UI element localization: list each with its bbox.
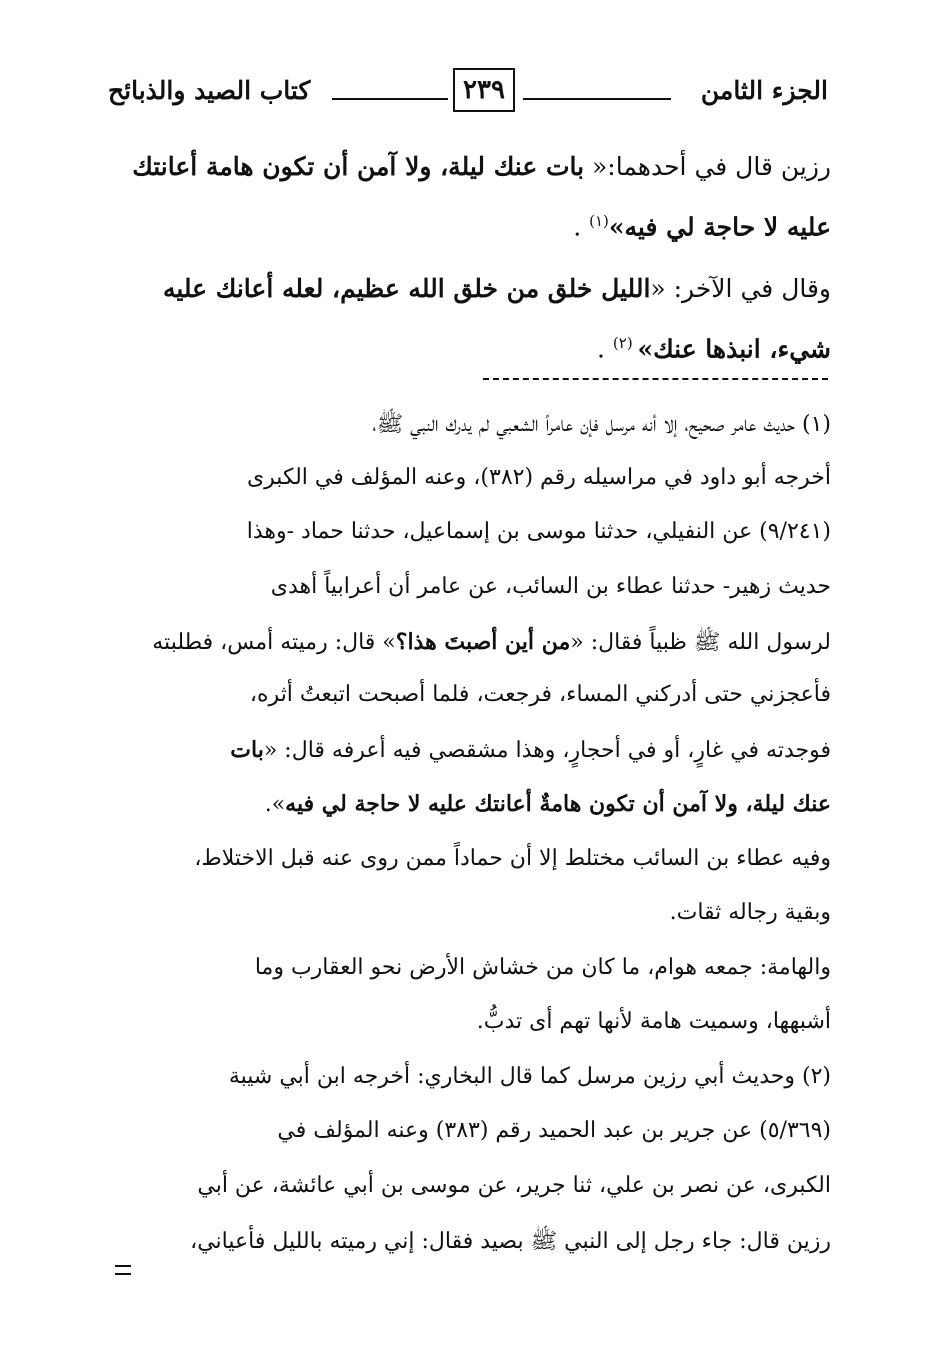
footnote-line	[250, 682, 831, 707]
footnote-quote: من أين أصبتَ هذا؟	[395, 629, 571, 655]
header-rule-left	[332, 98, 448, 100]
footnote-line	[247, 465, 831, 490]
continuation-mark	[115, 1265, 131, 1275]
footnote-line	[190, 1227, 831, 1259]
running-header	[108, 68, 828, 118]
footnote-line	[194, 846, 831, 871]
header-rule-right	[523, 98, 671, 100]
hadith-quote: عليه لا حاجة لي فيه»	[608, 212, 831, 242]
footnote-text: والهامة: جمعه هوام، ما كان من خشاش الأرض نحو العقارب وما	[254, 955, 831, 980]
footnote-line	[277, 1118, 831, 1143]
footnote-text: فأعجزني حتى أدركني المساء، فرجعت، فلما أصبحت اتبعتُ أثره،	[249, 682, 831, 707]
main-text-plain: .	[573, 212, 590, 242]
main-line	[163, 274, 831, 303]
footnote-text: (٢) وحديث أبي رزين مرسل كما قال البخاري: أخرجه ابن أبي شيبة	[228, 1064, 831, 1089]
main-line	[597, 334, 831, 363]
footnote-text: الكبرى، عن نصر بن علي، ثنا جرير، عن موسى بن أبي عائشة، عن أبي	[197, 1173, 831, 1198]
hadith-quote: شيء، انبذها عنك»	[637, 334, 831, 364]
main-line	[573, 212, 831, 241]
footnote-text: (٥/٣٦٩) عن جرير بن عبد الحميد رقم (٣٨٣) وعنه المؤلف في	[277, 1118, 831, 1143]
footnote-text: لرسول الله ﷺ ظبياً فقال: «	[570, 630, 831, 655]
main-text-plain: وقال في الآخر: «	[650, 274, 831, 303]
footnote-text: (٩/٢٤١) عن النفيلي، حدثنا موسى بن إسماعيل، حدثنا حماد -وهذا	[246, 519, 831, 544]
main-text-plain: رزين قال في أحدهما:«	[584, 152, 831, 181]
hadith-quote: الليل خلق من خلق الله عظيم، لعله أعانك عليه	[162, 274, 651, 303]
footnote-quote: عنك ليلة، ولا آمن أن تكون هامةٌ أعانتك عليه لا حاجة لي فيه	[285, 791, 831, 817]
footnote-text: وفيه عطاء بن السائب مختلط إلا أن حماداً ممن روى عنه قبل الاختلاط،	[194, 846, 831, 871]
footnote-text: (١) حديث عامر صحيح، إلا أنه مرسل فإن عامراً الشعبي لم يدرك النبي ﷺ،	[372, 412, 831, 437]
hadith-quote: بات عنك ليلة، ولا آمن أن تكون هامة أعانتك	[132, 152, 585, 181]
main-text-plain: .	[597, 334, 613, 364]
footnote-text: فوجدته في غارٍ، أو في أحجارٍ، وهذا مشقصي فيه أعرفه قال: «	[263, 738, 831, 763]
footnote-line	[247, 519, 831, 544]
footnote-line	[152, 628, 831, 660]
footnote-line	[271, 574, 831, 599]
footnote-text: وبقية رجاله ثقات.	[669, 900, 831, 925]
page-number: ٢٣٩	[453, 68, 515, 112]
footnote-line	[477, 1009, 831, 1034]
footnote-text: رزين قال: جاء رجل إلى النبي ﷺ بصيد فقال: إني رميته بالليل فأعياني،	[190, 1229, 831, 1254]
footnote-line	[372, 410, 831, 442]
footnote-text: أشبهها، وسميت هامة لأنها تهم أى تدبُّ.	[476, 1009, 831, 1034]
footnote-separator	[483, 378, 828, 380]
part-title: الجزء الثامن	[700, 76, 828, 105]
footnote-text: أخرجه أبو داود في مراسيله رقم (٣٨٢)، وعنه المؤلف في الكبرى	[246, 465, 831, 490]
footnote-text: » قال: رميته أمس، فطلبته	[152, 630, 396, 655]
footnote-line	[230, 737, 831, 763]
footnote-line	[265, 791, 831, 817]
footnote-quote: بات	[230, 737, 264, 763]
footnote-text: ».	[264, 792, 286, 817]
footnote-line	[255, 955, 831, 980]
footnote-ref: (٢)	[612, 334, 638, 352]
book-title: كتاب الصيد والذبائح	[108, 76, 311, 105]
footnote-text: حديث زهير- حدثنا عطاء بن السائب، عن عامر أن أعرابياً أهدى	[270, 574, 831, 599]
footnote-line	[670, 900, 831, 925]
main-line	[132, 152, 831, 181]
footnote-line	[197, 1173, 831, 1198]
footnote-line	[229, 1064, 831, 1089]
footnote-ref: (١)	[589, 212, 609, 230]
